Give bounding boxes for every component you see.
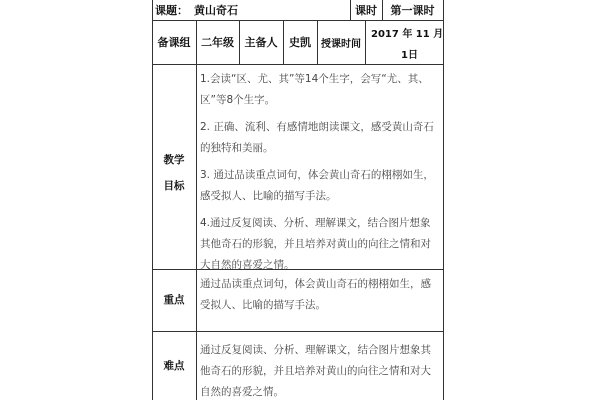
goal-item: 4.通过反复阅读、分析、理解课文，结合图片想象其他奇石的形貌，并且培养对黄山的向往之情和对大自然的喜爱之情。: [200, 217, 431, 271]
teaching-date: [365, 20, 443, 64]
table-border-right: [443, 0, 444, 400]
goals-label-line2: 目标: [163, 180, 185, 192]
key-points-text: 通过品读重点词句，体会黄山奇石的栩栩如生，感受拟人、比喻的描写手法。: [200, 278, 431, 311]
teaching-date-line2: 1日: [401, 50, 418, 61]
group-label: 备课组: [157, 36, 191, 49]
topic-label: 课题：: [155, 4, 188, 17]
goal-item: 2. 正确、流利、有感情地朗读课文，感受黄山奇石的独特和美丽。: [200, 121, 434, 154]
column-divider: [196, 20, 197, 400]
key-points-label: 重点: [163, 294, 185, 306]
preparer-label: 主备人: [244, 36, 278, 49]
time-label: 授课时间: [321, 38, 361, 50]
preparer-value: 史凯: [289, 36, 311, 49]
topic-value: 黄山奇石: [194, 4, 238, 17]
period-value: 第一课时: [390, 4, 435, 17]
goals-content: [200, 69, 440, 276]
group-value: 二年级: [201, 36, 234, 49]
difficulties-text: 通过反复阅读、分析、理解课文，结合图片想象其他奇石的形貌，并且培养对黄山的向往之情和对大自然的喜爱之情。: [200, 344, 431, 398]
goal-item: 1.会读“区、尤、其”等14个生字，会写“尤、其、区”等8个生字。: [200, 73, 429, 106]
period-label: 课时: [355, 4, 377, 17]
row-divider: [152, 64, 443, 65]
goal-item: 3. 通过品读重点词句，体会黄山奇石的栩栩如生，感受拟人、比喻的描写手法。: [200, 169, 434, 202]
goals-label: [152, 150, 196, 197]
difficulties-label: 难点: [163, 359, 185, 372]
goals-label-line1: 教学: [163, 154, 185, 166]
teaching-date-line1: 2017 年 11 月: [371, 29, 444, 40]
topic-heading: [155, 0, 350, 20]
